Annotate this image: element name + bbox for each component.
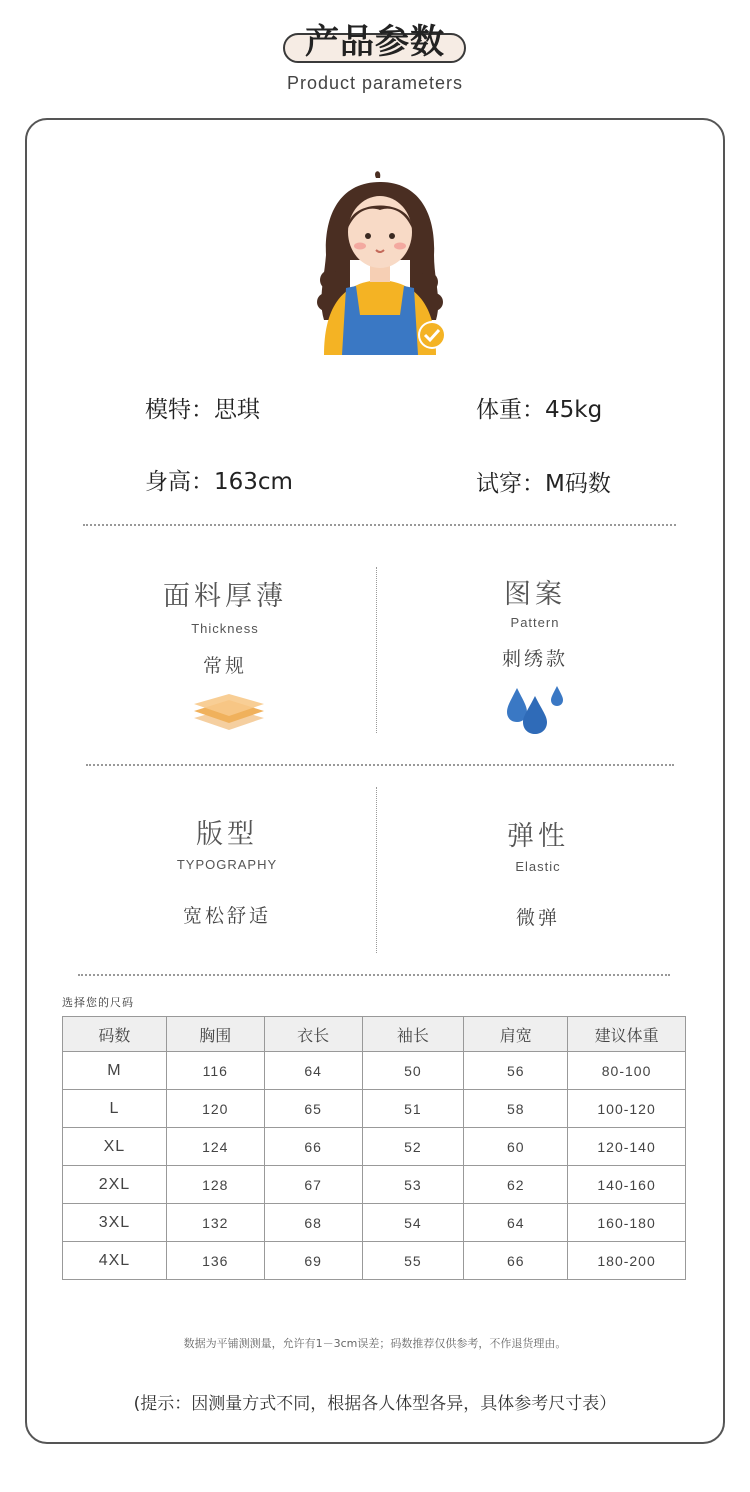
fit-title: 版型 — [196, 819, 258, 850]
water-drops-icon — [505, 684, 569, 736]
check-badge-icon — [420, 323, 444, 347]
table-cell: 100-120 — [568, 1090, 686, 1128]
pattern-en: Pattern — [510, 615, 560, 630]
table-cell: 66 — [264, 1128, 362, 1166]
column-header: 衣长 — [264, 1017, 362, 1052]
table-cell: 3XL — [63, 1204, 167, 1242]
table-row — [63, 1052, 686, 1090]
tip-note: (提示：因测量方式不同，根据各人体型各异，具体参考尺寸表） — [133, 1394, 617, 1414]
elastic-value: 微弹 — [515, 907, 560, 929]
column-header: 肩宽 — [464, 1017, 568, 1052]
model-avatar — [310, 170, 450, 355]
thickness-value: 常规 — [202, 655, 247, 677]
table-cell: 51 — [362, 1090, 464, 1128]
thickness-title: 面料厚薄 — [163, 581, 287, 612]
page-subtitle: Product parameters — [286, 73, 464, 93]
table-cell: 60 — [464, 1128, 568, 1166]
table-cell: XL — [63, 1128, 167, 1166]
table-cell: 67 — [264, 1166, 362, 1204]
table-cell: 64 — [264, 1052, 362, 1090]
column-header: 袖长 — [362, 1017, 464, 1052]
table-cell: 132 — [166, 1204, 264, 1242]
column-header: 建议体重 — [568, 1017, 686, 1052]
divider — [83, 524, 676, 526]
column-header: 胸围 — [166, 1017, 264, 1052]
table-cell: 128 — [166, 1166, 264, 1204]
fit-value: 宽松舒适 — [182, 905, 271, 927]
fit-en: TYPOGRAPHY — [176, 857, 278, 872]
column-header: 码数 — [63, 1017, 167, 1052]
table-cell: 69 — [264, 1242, 362, 1280]
table-cell: 140-160 — [568, 1166, 686, 1204]
size-table — [62, 1016, 686, 1280]
table-cell: 50 — [362, 1052, 464, 1090]
model-name: 模特：思琪 — [145, 397, 260, 423]
thickness-en: Thickness — [191, 621, 259, 636]
table-cell: 120 — [166, 1090, 264, 1128]
table-row — [63, 1090, 686, 1128]
measurement-note: 数据为平铺测测量，允许有1－3cm误差；码数推荐仅供参考，不作退货理由。 — [183, 1337, 567, 1350]
pattern-value: 刺绣款 — [501, 648, 568, 670]
table-cell: 52 — [362, 1128, 464, 1166]
table-cell: M — [63, 1052, 167, 1090]
layers-icon — [192, 694, 266, 734]
size-table-caption: 选择您的尺码 — [62, 996, 134, 1009]
page-title: 产品参数 — [305, 22, 445, 62]
table-cell: L — [63, 1090, 167, 1128]
divider — [78, 974, 670, 976]
pattern-title: 图案 — [504, 579, 566, 610]
model-height: 身高：163cm — [145, 469, 293, 495]
table-cell: 120-140 — [568, 1128, 686, 1166]
table-cell: 55 — [362, 1242, 464, 1280]
table-cell: 116 — [166, 1052, 264, 1090]
model-tried-size: 试穿：M码数 — [476, 471, 611, 497]
table-cell: 66 — [464, 1242, 568, 1280]
table-row — [63, 1128, 686, 1166]
table-row — [63, 1242, 686, 1280]
table-header-row — [63, 1017, 686, 1052]
table-cell: 54 — [362, 1204, 464, 1242]
table-cell: 65 — [264, 1090, 362, 1128]
table-cell: 53 — [362, 1166, 464, 1204]
table-cell: 64 — [464, 1204, 568, 1242]
table-cell: 124 — [166, 1128, 264, 1166]
table-cell: 160-180 — [568, 1204, 686, 1242]
table-row — [63, 1166, 686, 1204]
table-cell: 2XL — [63, 1166, 167, 1204]
table-cell: 80-100 — [568, 1052, 686, 1090]
table-cell: 136 — [166, 1242, 264, 1280]
model-weight: 体重：45kg — [476, 397, 603, 423]
table-cell: 62 — [464, 1166, 568, 1204]
table-cell: 68 — [264, 1204, 362, 1242]
table-cell: 56 — [464, 1052, 568, 1090]
elastic-en: Elastic — [515, 859, 561, 874]
vertical-divider — [376, 787, 377, 953]
divider — [86, 764, 674, 766]
table-cell: 180-200 — [568, 1242, 686, 1280]
elastic-title: 弹性 — [507, 821, 569, 852]
table-cell: 4XL — [63, 1242, 167, 1280]
table-row — [63, 1204, 686, 1242]
table-cell: 58 — [464, 1090, 568, 1128]
vertical-divider — [376, 567, 377, 733]
